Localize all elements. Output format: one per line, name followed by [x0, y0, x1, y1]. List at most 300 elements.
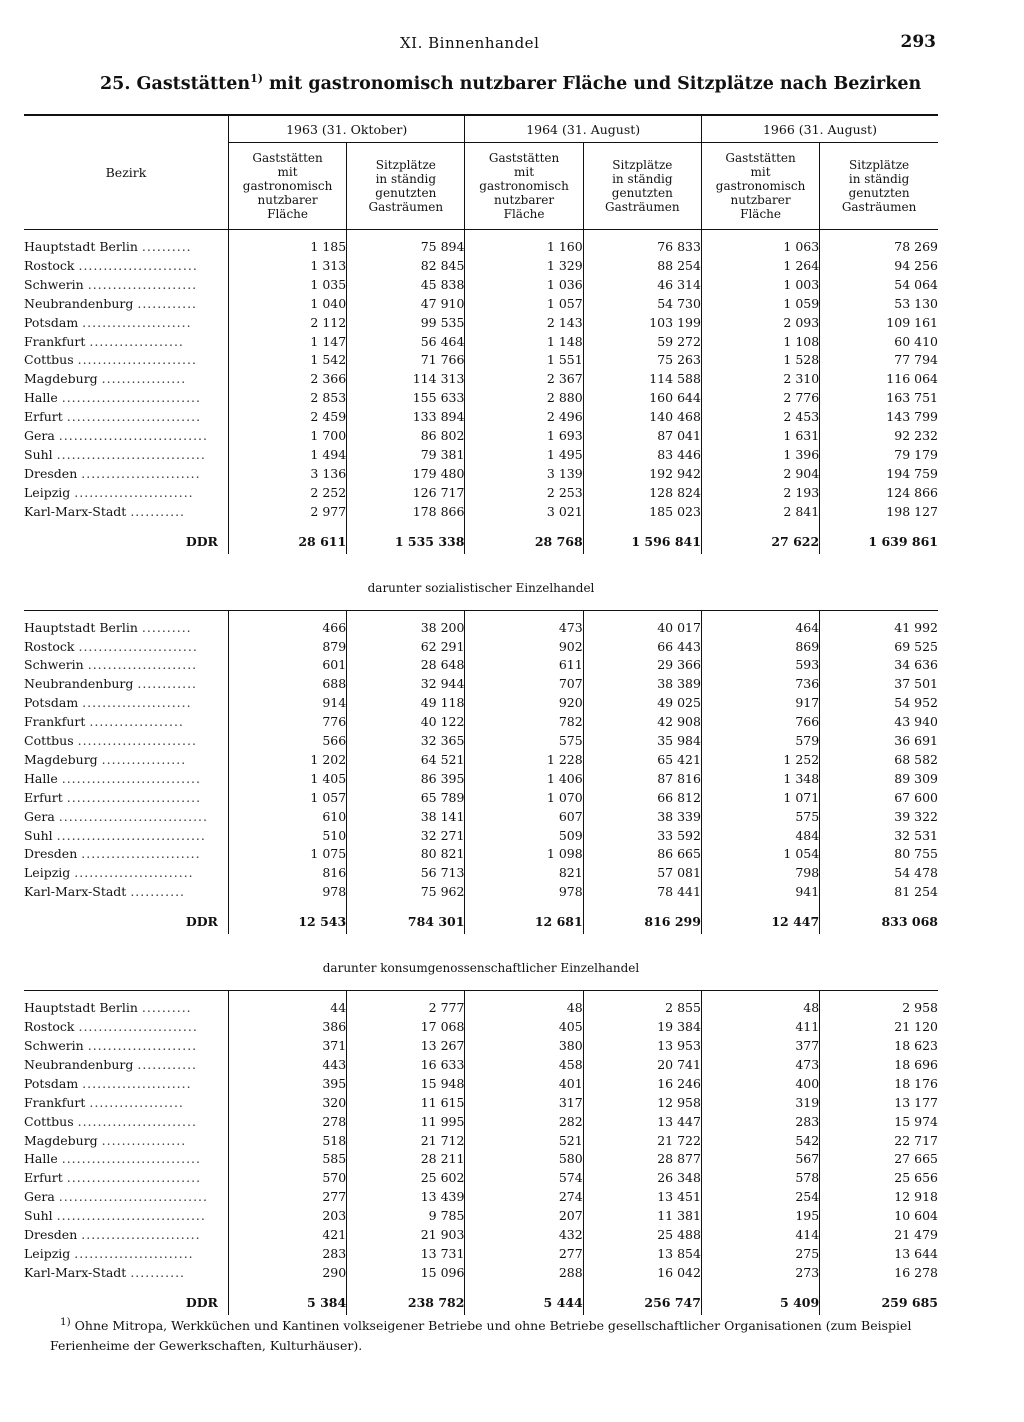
bezirk-name: [24, 370, 228, 389]
bezirk-label: Leipzig: [24, 1245, 71, 1261]
gaststaetten-value: 585: [228, 1150, 346, 1169]
sitzplaetze-value: 94 256: [820, 257, 938, 276]
header-line: in ständig: [612, 172, 673, 186]
sitzplaetze-value: 155 633: [347, 389, 465, 408]
leader-dots: ..........: [141, 619, 192, 635]
bezirk-label: Schwerin: [24, 276, 84, 292]
gaststaetten-value: 1 348: [701, 770, 819, 789]
sitzplaetze-value: 11 381: [583, 1207, 701, 1226]
gaststaetten-value: 607: [465, 808, 583, 827]
sitzplaetze-value: 64 521: [347, 751, 465, 770]
bezirk-label: Suhl: [24, 827, 53, 843]
sitzplaetze-value: 13 267: [347, 1037, 465, 1056]
bezirk-name: [24, 351, 228, 370]
bezirk-name: [24, 638, 228, 657]
gaststaetten-value: 395: [228, 1075, 346, 1094]
gaststaetten-value: 1 054: [701, 845, 819, 864]
gaststaetten-value: 575: [465, 732, 583, 751]
sitzplaetze-value: 163 751: [820, 389, 938, 408]
gaststaetten-value: 1 495: [465, 446, 583, 465]
header-line: in ständig: [848, 172, 910, 186]
gaststaetten-value: 282: [465, 1113, 583, 1132]
total-value: 12 681: [465, 910, 583, 934]
sitzplaetze-value: 13 731: [347, 1245, 465, 1264]
leader-dots: ...........: [130, 503, 186, 519]
bezirk-label: Erfurt: [24, 409, 63, 425]
sitzplaetze-value: 75 962: [347, 883, 465, 902]
leader-dots: ..............................: [56, 1208, 206, 1224]
sitzplaetze-value: 13 177: [820, 1094, 938, 1113]
gaststaetten-value: 978: [465, 883, 583, 902]
year-header: 1964 (31. August): [465, 116, 702, 143]
sitzplaetze-value: 103 199: [583, 314, 701, 333]
table-row: [24, 1150, 938, 1169]
bezirk-label: Rostock: [24, 1019, 75, 1035]
sitzplaetze-value: 59 272: [583, 333, 701, 352]
gaststaetten-value: 273: [701, 1264, 819, 1283]
leader-dots: .................: [101, 751, 187, 767]
sitzplaetze-value: 13 644: [820, 1245, 938, 1264]
table-title-prefix: 25. Gaststätten: [100, 73, 251, 94]
gaststaetten-value: 464: [701, 619, 819, 638]
sitzplaetze-value: 86 665: [583, 845, 701, 864]
gaststaetten-value: 521: [465, 1132, 583, 1151]
leader-dots: ......................: [87, 657, 198, 673]
bezirk-name: [24, 276, 228, 295]
sitzplaetze-value: 15 096: [347, 1264, 465, 1283]
leader-dots: ......................: [82, 695, 192, 711]
sitzplaetze-value: 82 845: [347, 257, 465, 276]
gaststaetten-value: 473: [465, 619, 583, 638]
table-row: [24, 1245, 938, 1264]
leader-dots: ...........: [130, 884, 186, 900]
gaststaetten-value: 2 904: [701, 465, 819, 484]
bezirk-name: [24, 238, 228, 257]
gaststaetten-value: 466: [228, 619, 346, 638]
table-row: [24, 1188, 938, 1207]
gaststaetten-value: 1 160: [465, 238, 583, 257]
sitzplaetze-value: 77 794: [820, 351, 938, 370]
bezirk-name: [24, 770, 228, 789]
gaststaetten-value: 411: [701, 1018, 819, 1037]
table-row: [24, 770, 938, 789]
header-line: genutzten: [848, 186, 910, 200]
bezirk-label: Magdeburg: [24, 751, 98, 767]
sitzplaetze-value: 13 447: [583, 1113, 701, 1132]
gaststaetten-value: 2 253: [465, 484, 583, 503]
leader-dots: ........................: [78, 638, 198, 654]
sitzplaetze-value: 133 894: [347, 408, 465, 427]
table-body: [24, 230, 938, 1315]
gaststaetten-value: 1 098: [465, 845, 583, 864]
bezirk-label: Suhl: [24, 1208, 53, 1224]
table-row: [24, 257, 938, 276]
header-line: mit: [277, 165, 298, 179]
header-line: nutzbarer: [494, 193, 555, 207]
title-footnote-mark: 1): [250, 72, 263, 85]
bezirk-name: [24, 389, 228, 408]
total-value: 816 299: [583, 910, 701, 934]
leader-dots: ............................: [61, 770, 201, 786]
sitzplaetze-column-header: [347, 143, 465, 230]
gaststaetten-value: 2 977: [228, 503, 346, 522]
sitzplaetze-value: 49 025: [583, 694, 701, 713]
gaststaetten-value: 371: [228, 1037, 346, 1056]
sitzplaetze-value: 26 348: [583, 1169, 701, 1188]
header-line: genutzten: [611, 186, 673, 200]
table-row: [24, 389, 938, 408]
table-row: [24, 1226, 938, 1245]
table-row: [24, 751, 938, 770]
gaststaetten-value: 1 057: [465, 295, 583, 314]
sitzplaetze-value: 42 908: [583, 713, 701, 732]
bezirk-name: [24, 257, 228, 276]
sitzplaetze-value: 20 741: [583, 1056, 701, 1075]
bezirk-label: Potsdam: [24, 314, 79, 330]
bezirk-label: Karl-Marx-Stadt: [24, 1264, 127, 1280]
sitzplaetze-value: 46 314: [583, 276, 701, 295]
gaststaetten-value: 2 367: [465, 370, 583, 389]
gaststaetten-value: 766: [701, 713, 819, 732]
bezirk-name: [24, 864, 228, 883]
total-value: 784 301: [347, 910, 465, 934]
year-header: 1966 (31. August): [701, 116, 938, 143]
bezirk-name: [24, 295, 228, 314]
sitzplaetze-value: 22 717: [820, 1132, 938, 1151]
gaststaetten-value: 2 453: [701, 408, 819, 427]
bezirk-label: Schwerin: [24, 1038, 84, 1053]
sitzplaetze-value: 40 122: [347, 713, 465, 732]
leader-dots: ..............................: [58, 1189, 208, 1205]
leader-dots: ......................: [82, 1075, 192, 1091]
sitzplaetze-value: 27 665: [820, 1150, 938, 1169]
sitzplaetze-value: 65 421: [583, 751, 701, 770]
bezirk-label: Hauptstadt Berlin: [24, 239, 138, 254]
gaststaetten-value: 401: [465, 1075, 583, 1094]
gaststaetten-value: 317: [465, 1094, 583, 1113]
sitzplaetze-value: 78 441: [583, 883, 701, 902]
sitzplaetze-value: 109 161: [820, 314, 938, 333]
sitzplaetze-value: 38 200: [347, 619, 465, 638]
gaststaetten-column-header: [465, 143, 583, 230]
sitzplaetze-value: 194 759: [820, 465, 938, 484]
sitzplaetze-value: 66 443: [583, 638, 701, 657]
leader-dots: ..........: [141, 1000, 192, 1016]
gaststaetten-value: 2 193: [701, 484, 819, 503]
sitzplaetze-value: 54 730: [583, 295, 701, 314]
table-title-rest: mit gastronomisch nutzbarer Fläche und Sitzplätze nach Bezirken: [262, 73, 922, 94]
gaststaetten-value: 798: [701, 864, 819, 883]
sitzplaetze-value: 81 254: [820, 883, 938, 902]
sitzplaetze-value: 25 602: [347, 1169, 465, 1188]
gaststaetten-value: 611: [465, 656, 583, 675]
bezirk-name: [24, 845, 228, 864]
header-line: Gasträumen: [605, 200, 680, 214]
total-label: DDR: [185, 1294, 218, 1310]
gaststaetten-value: 1 148: [465, 333, 583, 352]
gaststaetten-value: 277: [228, 1188, 346, 1207]
gaststaetten-value: 274: [465, 1188, 583, 1207]
gaststaetten-value: 1 264: [701, 257, 819, 276]
gaststaetten-column-header: [228, 143, 346, 230]
bezirk-label: Halle: [24, 390, 58, 406]
gaststaetten-value: 386: [228, 1018, 346, 1037]
sitzplaetze-value: 21 903: [347, 1226, 465, 1245]
bezirk-name: [24, 751, 228, 770]
table-row: [24, 427, 938, 446]
gaststaetten-value: 917: [701, 694, 819, 713]
gaststaetten-value: 1 252: [701, 751, 819, 770]
leader-dots: ...................: [89, 333, 184, 349]
sitzplaetze-value: 89 309: [820, 770, 938, 789]
footnote-text: Ohne Mitropa, Werkküchen und Kantinen volkseigener Betriebe und ohne Betriebe gesellschaftlicher Organisationen (zum Beispiel Ferienheime der Gewerkschaften, Kulturhäuser).: [50, 1318, 912, 1354]
bezirk-label: Gera: [24, 1189, 55, 1205]
total-value: 12 543: [228, 910, 346, 934]
gaststaetten-value: 1 059: [701, 295, 819, 314]
gaststaetten-value: 1 405: [228, 770, 346, 789]
sitzplaetze-value: 179 480: [347, 465, 465, 484]
header-line: gastronomisch: [242, 179, 333, 193]
sitzplaetze-value: 47 910: [347, 295, 465, 314]
table-row: [24, 295, 938, 314]
header-line: Fläche: [503, 207, 545, 221]
gaststaetten-value: 1 057: [228, 789, 346, 808]
table-row: [24, 1264, 938, 1283]
header-line: Fläche: [267, 207, 308, 221]
sitzplaetze-value: 56 464: [347, 333, 465, 352]
bezirk-name: [24, 656, 228, 675]
bezirk-label: Leipzig: [24, 484, 71, 500]
sitzplaetze-value: 13 854: [583, 1245, 701, 1264]
bezirk-name: [24, 1094, 228, 1113]
sitzplaetze-value: 32 531: [820, 827, 938, 846]
sitzplaetze-value: 28 211: [347, 1150, 465, 1169]
leader-dots: ........................: [78, 1019, 198, 1035]
gaststaetten-value: 1 329: [465, 257, 583, 276]
bezirk-label: Dresden: [24, 465, 78, 481]
sitzplaetze-value: 75 894: [347, 238, 465, 257]
sitzplaetze-value: 10 604: [820, 1207, 938, 1226]
gaststaetten-value: 1 003: [701, 276, 819, 295]
sitzplaetze-value: 192 942: [583, 465, 701, 484]
gaststaetten-value: 1 528: [701, 351, 819, 370]
table-row: [24, 864, 938, 883]
gaststaetten-value: 1 228: [465, 751, 583, 770]
sitzplaetze-value: 2 777: [347, 999, 465, 1018]
sitzplaetze-value: 54 478: [820, 864, 938, 883]
total-row: [24, 910, 938, 934]
gaststaetten-value: 1 147: [228, 333, 346, 352]
sitzplaetze-value: 28 877: [583, 1150, 701, 1169]
leader-dots: ..........: [141, 239, 192, 254]
sitzplaetze-value: 2 855: [583, 999, 701, 1018]
table-row: [24, 351, 938, 370]
bezirk-name: [24, 732, 228, 751]
bezirk-name: [24, 827, 228, 846]
table-row: [24, 619, 938, 638]
bezirk-name: [24, 619, 228, 638]
total-value: 1 596 841: [583, 530, 701, 554]
table-row: [24, 1037, 938, 1056]
leader-dots: ............: [137, 1056, 198, 1072]
header-line: Sitzplätze: [849, 158, 910, 172]
gaststaetten-value: 1 185: [228, 238, 346, 257]
sitzplaetze-value: 25 488: [583, 1226, 701, 1245]
sitzplaetze-value: 87 816: [583, 770, 701, 789]
gaststaetten-value: 941: [701, 883, 819, 902]
sitzplaetze-value: 185 023: [583, 503, 701, 522]
bezirk-name: [24, 465, 228, 484]
gaststaetten-value: 1 700: [228, 427, 346, 446]
bezirk-name: [24, 503, 228, 522]
sitzplaetze-value: 143 799: [820, 408, 938, 427]
total-value: 256 747: [583, 1291, 701, 1315]
total-value: 1 639 861: [820, 530, 938, 554]
gaststaetten-value: 610: [228, 808, 346, 827]
sitzplaetze-value: 37 501: [820, 675, 938, 694]
table-title: [100, 72, 921, 94]
bezirk-label: Halle: [24, 1151, 58, 1167]
sitzplaetze-value: 12 958: [583, 1094, 701, 1113]
header-line: Gasträumen: [368, 200, 444, 214]
leader-dots: ...................: [89, 1094, 184, 1110]
leader-dots: ..............................: [56, 446, 206, 462]
sitzplaetze-value: 116 064: [820, 370, 938, 389]
gaststaetten-value: 48: [701, 999, 819, 1018]
leader-dots: ........................: [74, 865, 194, 881]
gaststaetten-value: 1 040: [228, 295, 346, 314]
gaststaetten-value: 1 070: [465, 789, 583, 808]
gaststaetten-value: 570: [228, 1169, 346, 1188]
gaststaetten-value: 869: [701, 638, 819, 657]
bezirk-name: [24, 694, 228, 713]
sitzplaetze-value: 11 615: [347, 1094, 465, 1113]
leader-dots: ......................: [82, 314, 192, 330]
table-row: [24, 713, 938, 732]
sitzplaetze-value: 21 479: [820, 1226, 938, 1245]
sitzplaetze-value: 28 648: [347, 656, 465, 675]
gaststaetten-value: 509: [465, 827, 583, 846]
sitzplaetze-value: 178 866: [347, 503, 465, 522]
gaststaetten-value: 510: [228, 827, 346, 846]
gaststaetten-value: 320: [228, 1094, 346, 1113]
leader-dots: ......................: [87, 276, 198, 292]
gaststaetten-value: 3 136: [228, 465, 346, 484]
sitzplaetze-value: 29 366: [583, 656, 701, 675]
table-row: [24, 883, 938, 902]
leader-dots: .................: [101, 371, 187, 387]
section-heading: darunter konsumgenossenschaftlicher Einzelhandel: [322, 961, 640, 976]
header-line: mit: [750, 165, 771, 179]
table-head: [24, 115, 938, 230]
leader-dots: ............................: [61, 390, 201, 406]
page-number: 293: [900, 32, 936, 52]
sitzplaetze-value: 83 446: [583, 446, 701, 465]
sitzplaetze-value: 40 017: [583, 619, 701, 638]
gaststaetten-value: 319: [701, 1094, 819, 1113]
sitzplaetze-value: 35 984: [583, 732, 701, 751]
gaststaetten-value: 1 494: [228, 446, 346, 465]
gaststaetten-value: 518: [228, 1132, 346, 1151]
gaststaetten-value: 914: [228, 694, 346, 713]
table-row: [24, 808, 938, 827]
bezirk-label: Dresden: [24, 1227, 78, 1243]
gaststaetten-value: 879: [228, 638, 346, 657]
bezirk-label: Rostock: [24, 257, 75, 273]
gaststaetten-value: 902: [465, 638, 583, 657]
sitzplaetze-column-header: [820, 143, 938, 230]
sitzplaetze-value: 12 918: [820, 1188, 938, 1207]
bezirk-name: [24, 808, 228, 827]
bezirk-label: Potsdam: [24, 1075, 79, 1091]
gaststaetten-value: 2 093: [701, 314, 819, 333]
sitzplaetze-value: 56 713: [347, 864, 465, 883]
leader-dots: ......................: [87, 1038, 198, 1053]
leader-dots: ...................: [89, 714, 184, 730]
gaststaetten-value: 1 036: [465, 276, 583, 295]
table-row: [24, 503, 938, 522]
data-table: [24, 114, 938, 1315]
gaststaetten-value: 484: [701, 827, 819, 846]
bezirk-label: Halle: [24, 770, 58, 786]
sitzplaetze-value: 62 291: [347, 638, 465, 657]
bezirk-label: Magdeburg: [24, 1132, 98, 1148]
gaststaetten-value: 254: [701, 1188, 819, 1207]
bezirk-label: Neubrandenburg: [24, 295, 134, 311]
sitzplaetze-value: 80 755: [820, 845, 938, 864]
sitzplaetze-value: 9 785: [347, 1207, 465, 1226]
bezirk-name: [24, 883, 228, 902]
gaststaetten-value: 782: [465, 713, 583, 732]
bezirk-label: Gera: [24, 428, 55, 444]
sitzplaetze-value: 49 118: [347, 694, 465, 713]
footnote: [50, 1312, 945, 1356]
gaststaetten-value: 1 075: [228, 845, 346, 864]
sitzplaetze-value: 76 833: [583, 238, 701, 257]
leader-dots: ............................: [61, 1151, 201, 1167]
header-line: Gaststätten: [725, 151, 796, 165]
gaststaetten-value: 48: [465, 999, 583, 1018]
sitzplaetze-value: 87 041: [583, 427, 701, 446]
header-line: gastronomisch: [479, 179, 569, 193]
gaststaetten-value: 1 406: [465, 770, 583, 789]
table-row: [24, 1075, 938, 1094]
bezirk-label: Potsdam: [24, 695, 79, 711]
gaststaetten-value: 207: [465, 1207, 583, 1226]
gaststaetten-value: 574: [465, 1169, 583, 1188]
bezirk-label: Hauptstadt Berlin: [24, 1000, 138, 1016]
gaststaetten-value: 821: [465, 864, 583, 883]
table-row: [24, 333, 938, 352]
gaststaetten-value: 575: [701, 808, 819, 827]
sitzplaetze-value: 17 068: [347, 1018, 465, 1037]
sitzplaetze-value: 86 802: [347, 427, 465, 446]
header-line: genutzten: [375, 186, 437, 200]
bezirk-label: Frankfurt: [24, 714, 86, 730]
bezirk-name: [24, 713, 228, 732]
gaststaetten-value: 1 313: [228, 257, 346, 276]
bezirk-name: [24, 1169, 228, 1188]
gaststaetten-value: 2 143: [465, 314, 583, 333]
sitzplaetze-value: 80 821: [347, 845, 465, 864]
table-row: [24, 789, 938, 808]
total-value: 5 444: [465, 1291, 583, 1315]
leader-dots: ..............................: [56, 827, 206, 843]
sitzplaetze-value: 126 717: [347, 484, 465, 503]
bezirk-header: Bezirk: [24, 116, 228, 230]
bezirk-name: [24, 1150, 228, 1169]
gaststaetten-value: 688: [228, 675, 346, 694]
